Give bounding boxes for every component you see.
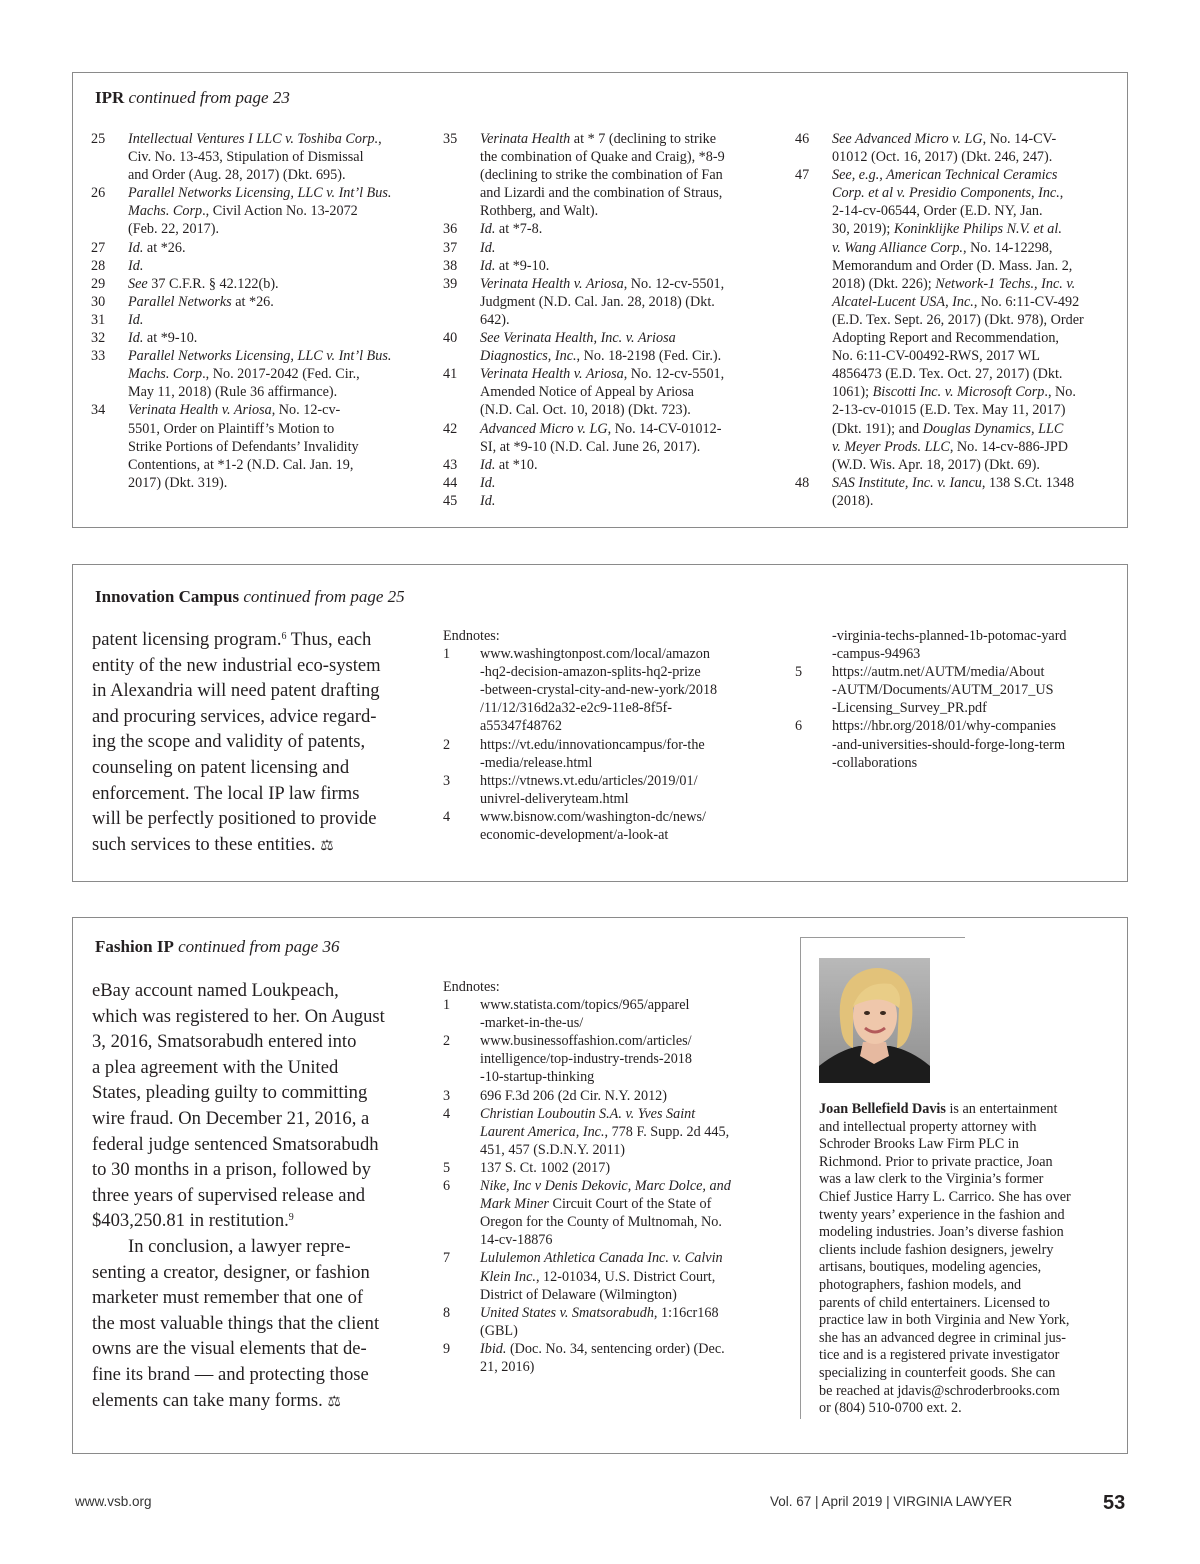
- footnote-36: 36 Id. at *7-8.: [443, 221, 543, 238]
- fashion-body-text: eBay account named Loukpeach, which was registered to her. On August 3, 2016, Smatsorabudh entered into a plea agreement with the United States, pleading guilty to committing wire fraud. On December 21, 2016, a federal judge sentenced Smatsorabudh to 30 months in a prison, followed by three years of supervised release and $403,250.81 in restitution.$^9$ In conclusion, a lawyer repre- senting a creator, designer, or fashion marketer must remember that one of the most valuable things that the client owns are the visual elements that de- fine its brand — and protecting those elements can take many forms. ⚖: [92, 980, 385, 1411]
- endnote-3: 3 https://vtnews.vt.edu/articles/2019/01/ univrel-deliveryteam.html: [443, 772, 698, 807]
- innovation-header-title: Innovation Campus: [95, 587, 240, 606]
- scales-of-justice-icon: ⚖: [327, 1391, 341, 1410]
- footnote-41: 41 Verinata Health v. Ariosa, No. 12-cv-5501, Amended Notice of Appeal by Ariosa (N.D. Cal. Oct. 10, 2018) (Dkt. 723).: [443, 366, 725, 419]
- footnote-42: 42 Advanced Micro v. LG, No. 14-CV-01012- SI, at *9-10 (N.D. Cal. June 26, 2017).: [443, 420, 722, 455]
- footnote-33: 33 Parallel Networks Licensing, LLC v. Int’l Bus. Machs. Corp., No. 2017-2042 (Fed. Cir., May 11, 2018) (Rule 36 affirmance).: [91, 348, 392, 401]
- endnote-6: 6 https://hbr.org/2018/01/why-companies -and-universities-should-forge-long-term -collaborations: [795, 718, 1065, 771]
- endnote-3: 3 696 F.3d 206 (2d Cir. N.Y. 2012): [443, 1087, 667, 1104]
- ipr-footnotes-col-1: [91, 130, 421, 492]
- footnote-40: 40 See Verinata Health, Inc. v. Ariosa Diagnostics, Inc., No. 18-2198 (Fed. Cir.).: [443, 330, 722, 365]
- scales-of-justice-icon: ⚖: [320, 835, 334, 854]
- footnote-32: 32 Id. at *9-10.: [91, 330, 198, 347]
- fashion-header-title: Fashion IP: [95, 937, 174, 956]
- endnote-1: 1 www.washingtonpost.com/local/amazon -hq2-decision-amazon-splits-hq2-prize -between-crystal-city-and-new-york/2018 /11/12/316d2a32-e2c9-11e8-8f5f- a55347f48762: [443, 646, 718, 735]
- innovation-campus-box: [72, 564, 1128, 882]
- footnote-47: 47 See, e.g., American Technical Ceramics Corp. et al v. Presidio Components, Inc., 2-14-cv-06544, Order (E.D. NY, Jan. 30, 2019); Koninklijke Philips N.V. et al. v. Wang Alliance Corp., No. 14-12298, Memorandum and Order (D. Mass. Jan. 2, 2018) (Dkt. 226); Network-1 Techs., Inc. v. Alcatel-Lucent USA, Inc., No. 6:11-CV-492 (E.D. Tex. Sept. 26, 2017) (Dkt. 978), Order Adopting Report and Recommendation, No. 6:11-CV-00492-RWS, 2017 WL 4856473 (E.D. Tex. Oct. 27, 2017) (Dkt. 1061); Biscotti Inc. v. Microsoft Corp., No. 2-13-cv-01015 (E.D. Tex. May 11, 2017) (Dkt. 191); and Douglas Dynamics, LLC v. Meyer Prods. LLC, No. 14-cv-886-JPD (W.D. Wis. Apr. 18, 2017) (Dkt. 69).: [795, 167, 1084, 473]
- ipr-endnotes-box: [72, 72, 1128, 528]
- ipr-continued-header: [95, 88, 290, 108]
- fashion-endnotes-col: [443, 978, 773, 1376]
- ipr-footnotes-col-2: [443, 130, 773, 510]
- ipr-footnotes-col-3: [795, 130, 1115, 510]
- page-number: 53: [1103, 1492, 1126, 1514]
- footnote-43: 43 Id. at *10.: [443, 456, 538, 473]
- footnote-27: 27 Id. at *26.: [91, 239, 186, 256]
- footnote-31: 31 Id.: [91, 311, 144, 328]
- footnote-26: 26 Parallel Networks Licensing, LLC v. Int’l Bus. Machs. Corp., Civil Action No. 13-2072 (Feb. 22, 2017).: [91, 185, 392, 238]
- ipr-header-continued: continued from page 23: [128, 88, 290, 107]
- author-portrait-image: [819, 958, 930, 1083]
- author-name: Joan Bellefield Davis: [819, 1101, 946, 1117]
- footnote-45: 45 Id.: [443, 492, 496, 509]
- endnotes-label: Endnotes:: [443, 979, 500, 995]
- fashion-header-continued: continued from page 36: [178, 937, 340, 956]
- author-bio: Joan Bellefield Davis is an entertainment and intellectual property attorney with Schroder Brooks Law Firm PLC in Richmond. Prior to private practice, Joan was a law clerk to the Virginia’s former Chief Justice Harry L. Carrico. She has over twenty years’ experience in the fashion and modeling industries. Joan’s diverse fashion clients include fashion designers, jewelry artisans, boutiques, modeling agencies, photographers, fashion models, and parents of child entertainers. Licensed to practice law in both Virginia and New York, she has an advanced degree in criminal jus- tice and is a registered private investigator specializing in counterfeit goods. She can be reached at jdavis@schroderbrooks.com or (804) 510-0700 ext. 2.: [819, 1101, 1071, 1417]
- endnote-2: 2 www.businessoffashion.com/articles/ intelligence/top-industry-trends-2018 -10-startup-thinking: [443, 1033, 692, 1086]
- endnote-5: 5 https://autm.net/AUTM/media/About -AUTM/Documents/AUTM_2017_US -Licensing_Survey_PR.pdf: [795, 664, 1054, 717]
- endnote-4: 4 Christian Louboutin S.A. v. Yves Saint Laurent America, Inc., 778 F. Supp. 2d 445, 451, 457 (S.D.N.Y. 2011): [443, 1105, 730, 1158]
- footer-issue-info: Vol. 67 | April 2019 | VIRGINIA LAWYER: [770, 1494, 1013, 1509]
- footnote-35: 35 Verinata Health at * 7 (declining to strike the combination of Quake and Craig), *8-9 (declining to strike the combination of Fan and Lizardi and the combination of Straus, Rothberg, and Walt).: [443, 131, 725, 220]
- endnote-5: 5 137 S. Ct. 1002 (2017): [443, 1159, 611, 1176]
- fashion-continued-header: [95, 937, 339, 957]
- endnotes-label: Endnotes:: [443, 628, 500, 644]
- footnote-38: 38 Id. at *9-10.: [443, 257, 550, 274]
- footnote-29: 29 See 37 C.F.R. § 42.122(b).: [91, 275, 279, 292]
- endnote-4: 4 www.bisnow.com/washington-dc/news/ economic-development/a-look-at: [443, 808, 706, 844]
- innovation-endnotes-col-2: [795, 627, 1115, 772]
- footer-website-url: www.vsb.org: [75, 1494, 152, 1509]
- footnote-34: 34 Verinata Health v. Ariosa, No. 12-cv- 5501, Order on Plaintiff’s Motion to Strike Portions of Defendants’ Invalidity Contentions, at *1-2 (N.D. Cal. Jan. 19, 2017) (Dkt. 319).: [91, 402, 359, 491]
- endnote-8: 8 United States v. Smatsorabudh, 1:16cr168 (GBL): [443, 1304, 719, 1339]
- endnote-1: 1 www.statista.com/topics/965/apparel -market-in-the-us/: [443, 997, 690, 1032]
- bio-rule-top: [800, 937, 965, 938]
- endnote-2: 2 https://vt.edu/innovationcampus/for-the -media/release.html: [443, 736, 705, 771]
- endnote-9: 9 Ibid. (Doc. No. 34, sentencing order) (Dec. 21, 2016): [443, 1340, 725, 1375]
- innovation-endnotes-col-1: [443, 627, 773, 844]
- footnote-25: 25 Intellectual Ventures I LLC v. Toshiba Corp., Civ. No. 13-453, Stipulation of Dismissal and Order (Aug. 28, 2017) (Dkt. 695).: [91, 131, 382, 184]
- innovation-continued-header: [95, 587, 405, 607]
- innovation-header-continued: continued from page 25: [243, 587, 405, 606]
- footnote-28: 28 Id.: [91, 257, 144, 274]
- footnote-37: 37 Id.: [443, 239, 496, 256]
- endnote-4-continued: -virginia-techs-planned-1b-potomac-yard -campus-94963: [832, 628, 1067, 663]
- endnote-7: 7 Lululemon Athletica Canada Inc. v. Calvin Klein Inc., 12-01034, U.S. District Court, District of Delaware (Wilmington): [443, 1250, 723, 1303]
- footnote-39: 39 Verinata Health v. Ariosa, No. 12-cv-5501, Judgment (N.D. Cal. Jan. 28, 2018) (Dkt. 642).: [443, 275, 725, 328]
- ipr-header-title: IPR: [95, 88, 125, 107]
- footnote-48: 48 SAS Institute, Inc. v. Iancu, 138 S.Ct. 1348 (2018).: [795, 474, 1075, 509]
- footnote-46: 46 See Advanced Micro v. LG, No. 14-CV- 01012 (Oct. 16, 2017) (Dkt. 246, 247).: [795, 131, 1057, 166]
- footnote-44: 44 Id.: [443, 474, 496, 491]
- footnote-30: 30 Parallel Networks at *26.: [91, 293, 274, 310]
- endnote-6: 6 Nike, Inc v Denis Dekovic, Marc Dolce, and Mark Miner Circuit Court of the State of Oregon for the County of Multnomah, No. 14-cv-18876: [443, 1178, 731, 1249]
- bio-rule-side: [800, 937, 801, 1419]
- innovation-body-text: patent licensing program.$^6$ Thus, each entity of the new industrial eco-system in Alexandria will need patent drafting and procuring services, advice regard- ing the scope and validity of patents, counseling on patent licensing and enforcement. The local IP law firms will be perfectly positioned to provide such services to these entities. ⚖: [92, 629, 381, 855]
- fashion-ip-box: [72, 917, 1128, 1454]
- author-photo: [819, 958, 930, 1083]
